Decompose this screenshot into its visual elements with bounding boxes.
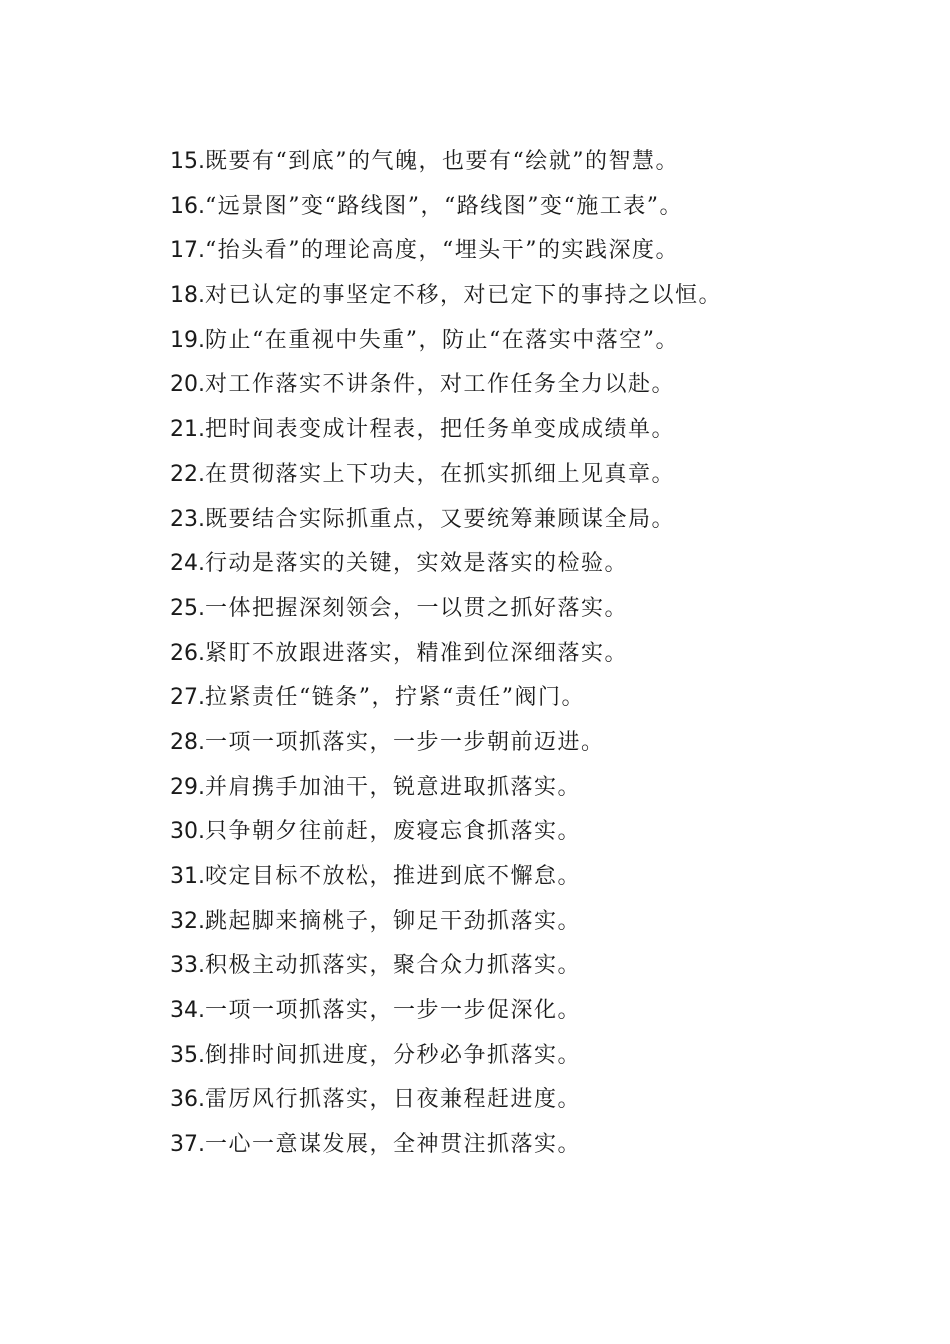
item-text: 咬定目标不放松，推进到底不懈怠。 (205, 864, 582, 889)
item-text: “抬头看”的理论高度，“埋头干”的实践深度。 (205, 238, 679, 264)
item-text: 只争朝夕往前赶，废寝忘食抓落实。 (205, 819, 582, 845)
list-item (170, 989, 870, 1034)
item-number: 34. (170, 998, 205, 1024)
item-number: 31. (170, 864, 205, 889)
list-item (170, 274, 870, 319)
list-item (170, 498, 870, 543)
item-text: 在贯彻落实上下功夫，在抓实抓细上见真章。 (205, 461, 676, 487)
list-item (170, 632, 870, 677)
item-text: 一项一项抓落实，一步一步促深化。 (205, 998, 582, 1024)
item-number: 25. (170, 595, 205, 621)
list-item (170, 1078, 870, 1123)
item-text: 把时间表变成计程表，把任务单变成成绩单。 (205, 417, 676, 443)
item-number: 21. (170, 417, 205, 443)
item-text: 对工作落实不讲条件，对工作任务全力以赴。 (205, 372, 676, 398)
list-item (170, 676, 870, 721)
item-number: 33. (170, 953, 205, 979)
item-number: 29. (170, 774, 205, 800)
list-item (170, 542, 870, 587)
item-number: 20. (170, 372, 205, 398)
list-item (170, 408, 870, 453)
list-item (170, 453, 870, 498)
numbered-list (170, 140, 870, 1168)
item-number: 30. (170, 819, 205, 845)
item-number: 24. (170, 551, 205, 577)
item-number: 27. (170, 685, 205, 711)
item-text: 跳起脚来摘桃子，铆足干劲抓落实。 (205, 908, 582, 934)
list-item (170, 810, 870, 855)
item-text: 一项一项抓落实，一步一步朝前迈进。 (205, 729, 605, 755)
list-item (170, 587, 870, 632)
item-number: 15. (170, 149, 205, 174)
item-number: 28. (170, 729, 205, 755)
list-item (170, 766, 870, 811)
item-text: 既要结合实际抓重点，又要统筹兼顾谋全局。 (205, 506, 676, 532)
item-text: 并肩携手加油干，锐意进取抓落实。 (205, 774, 582, 800)
item-number: 36. (170, 1087, 205, 1113)
item-text: 一心一意谋发展，全神贯注抓落实。 (205, 1132, 582, 1158)
item-number: 23. (170, 506, 205, 532)
item-number: 32. (170, 908, 205, 934)
list-item (170, 363, 870, 408)
list-item (170, 140, 870, 185)
item-number: 16. (170, 193, 205, 219)
list-item (170, 1034, 870, 1079)
item-number: 19. (170, 327, 205, 353)
list-item (170, 319, 870, 364)
item-text: 防止“在重视中失重”，防止“在落实中落空”。 (205, 327, 679, 353)
item-text: 行动是落实的关键，实效是落实的检验。 (205, 551, 629, 577)
list-item (170, 855, 870, 900)
item-text: 既要有“到底”的气魄，也要有“绘就”的智慧。 (205, 149, 679, 174)
list-item (170, 1123, 870, 1168)
item-text: 积极主动抓落实，聚合众力抓落实。 (205, 953, 582, 979)
item-text: 拉紧责任“链条”，拧紧“责任”阀门。 (205, 685, 585, 711)
item-text: 一体把握深刻领会，一以贯之抓好落实。 (205, 595, 629, 621)
item-number: 35. (170, 1042, 205, 1068)
item-number: 18. (170, 283, 205, 309)
list-item (170, 721, 870, 766)
item-number: 26. (170, 640, 205, 666)
item-number: 17. (170, 238, 205, 264)
item-text: 紧盯不放跟进落实，精准到位深细落实。 (205, 640, 629, 666)
list-item (170, 900, 870, 945)
item-text: 雷厉风行抓落实，日夜兼程赶进度。 (205, 1087, 582, 1113)
list-item (170, 185, 870, 230)
list-item (170, 944, 870, 989)
item-text: “远景图”变“路线图”，“路线图”变“施工表”。 (205, 193, 683, 219)
item-text: 对已认定的事坚定不移，对已定下的事持之以恒。 (205, 283, 723, 309)
item-text: 倒排时间抓进度，分秒必争抓落实。 (205, 1042, 582, 1068)
item-number: 37. (170, 1132, 205, 1158)
list-item (170, 229, 870, 274)
item-number: 22. (170, 461, 205, 487)
